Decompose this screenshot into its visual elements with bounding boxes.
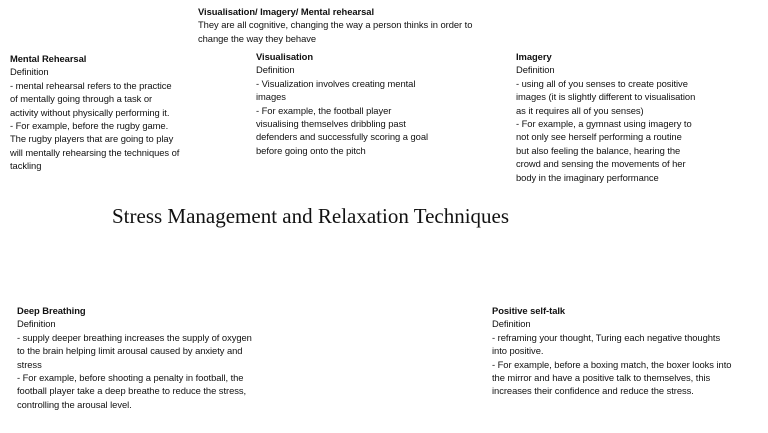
intro-section	[198, 5, 472, 45]
deep-breathing-heading: Deep Breathing	[17, 305, 86, 316]
text-line: controlling the arousal level.	[17, 398, 132, 410]
text-line: - For example, the football player	[256, 104, 392, 116]
text-line: before going onto the pitch	[256, 144, 366, 156]
intro-heading: Visualisation/ Imagery/ Mental rehearsal	[198, 6, 375, 17]
visualisation-heading: Visualisation	[256, 51, 314, 62]
mental-rehearsal-heading: Mental Rehearsal	[10, 53, 87, 64]
definition-label: Definition	[256, 64, 295, 76]
definition-label: Definition	[17, 318, 56, 330]
text-line: images (it is slightly different to visualisation	[516, 91, 696, 103]
mental-rehearsal-section	[10, 52, 179, 173]
text-line: football player take a deep breathe to reduce the stress,	[17, 385, 247, 397]
text-line: activity without physically performing it.	[10, 106, 170, 118]
definition-label: Definition	[516, 64, 555, 76]
text-line: - For example, before shooting a penalty in football, the	[17, 372, 244, 384]
text-line: - supply deeper breathing increases the supply of oxygen	[17, 331, 252, 343]
text-line: will mentally rehearsing the techniques of	[10, 146, 180, 158]
text-line: as it requires all of you senses)	[516, 104, 644, 116]
text-line: images	[256, 91, 286, 103]
text-line: body in the imaginary performance	[516, 171, 659, 183]
text-line: not only see herself performing a routine	[516, 131, 682, 143]
text-line: increases their confidence and reduce the stress.	[492, 385, 694, 397]
visualisation-section	[256, 50, 428, 157]
text-line: - reframing your thought, Turing each negative thoughts	[492, 331, 721, 343]
positive-self-talk-section	[492, 304, 731, 398]
definition-label: Definition	[10, 66, 49, 78]
deep-breathing-section	[17, 304, 252, 411]
text-line: - For example, a gymnast using imagery to	[516, 118, 692, 130]
text-line: The rugby players that are going to play	[10, 133, 174, 145]
page-title: Stress Management and Relaxation Techniques	[112, 204, 510, 228]
text-line: visualising themselves dribbling past	[256, 118, 406, 130]
intro-line: They are all cognitive, changing the way a person thinks in order to	[198, 19, 473, 31]
intro-line: change the way they behave	[198, 32, 317, 44]
text-line: - For example, before a boxing match, the boxer looks into	[492, 358, 732, 370]
text-line: into positive.	[492, 345, 544, 357]
positive-self-talk-heading: Positive self-talk	[492, 305, 566, 316]
text-line: the mirror and have a positive talk to themselves, this	[492, 372, 711, 384]
definition-label: Definition	[492, 318, 531, 330]
text-line: - using all of you senses to create positive	[516, 77, 688, 89]
text-line: - mental rehearsal refers to the practice	[10, 79, 172, 91]
text-line: of mentally going through a task or	[10, 93, 153, 105]
imagery-section	[516, 50, 695, 184]
text-line: crowd and sensing the movements of her	[516, 158, 686, 170]
imagery-heading: Imagery	[516, 51, 552, 62]
text-line: defenders and successfully scoring a goal	[256, 131, 429, 143]
text-line: tackling	[10, 160, 42, 172]
text-line: to the brain helping limit arousal caused by anxiety and	[17, 345, 243, 357]
text-line: stress	[17, 358, 42, 370]
text-line: - Visualization involves creating mental	[256, 77, 416, 89]
text-line: but also feeling the balance, hearing the	[516, 144, 681, 156]
text-line: - For example, before the rugby game.	[10, 120, 169, 132]
